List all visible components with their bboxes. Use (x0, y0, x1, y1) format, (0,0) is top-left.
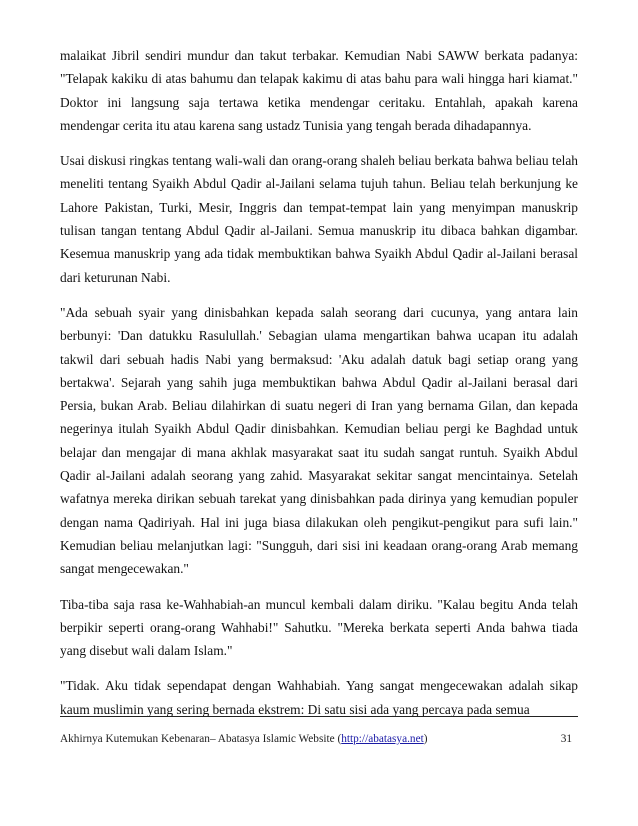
footer-suffix: ) (423, 733, 428, 745)
footer-divider (60, 716, 578, 717)
page-body (60, 44, 578, 733)
page-footer (60, 733, 578, 745)
page-number: 31 (560, 733, 572, 745)
footer-citation (60, 733, 428, 745)
body-paragraph-5: "Tidak. Aku tidak sependapat dengan Wahhabiah. Yang sangat mengecewakan adalah sikap kaum muslimin yang sering bernada ekstrem: Di satu sisi ada yang percaya pada semua (60, 678, 578, 717)
body-paragraph-2: Usai diskusi ringkas tentang wali-wali dan orang-orang shaleh beliau berkata bahwa beliau telah meneliti tentang Syaikh Abdul Qadir al-Jailani selama tujuh tahun. Beliau telah berkunjung ke Lahore Pakistan, Turki, Mesir, Inggris dan tempat-tempat lain yang menyimpan manuskrip tulisan tangan tentang Abdul Qadir al-Jailani. Semua manuskrip itu dibaca bahkan digambar. Kesemua manuskrip yang ada tidak membuktikan bahwa Syaikh Abdul Qadir al-Jailani berasal dari keturunan Nabi. (60, 153, 578, 285)
website-link[interactable]: http://abatasya.net (341, 733, 424, 745)
footer-prefix: Akhirnya Kutemukan Kebenaran– Abatasya Islamic Website ( (60, 733, 342, 745)
body-paragraph-1: malaikat Jibril sendiri mundur dan takut terbakar. Kemudian Nabi SAWW berkata padanya: "Telapak kakiku di atas bahumu dan telapak kakimu di atas bahu para wali hingga hari kiamat." Doktor ini langsung saja tertawa ketika mendengar ceritaku. Entahlah, apakah karena mendengar cerita itu atau karena sang ustadz Tunisia yang tengah berada dihadapannya. (60, 48, 578, 133)
body-paragraph-4: Tiba-tiba saja rasa ke-Wahhabiah-an muncul kembali dalam diriku. "Kalau begitu Anda telah berpikir seperti orang-orang Wahhabi!" Sahutku. "Mereka berkata seperti Anda bahwa tiada yang disebut wali dalam Islam." (60, 596, 578, 659)
body-paragraph-3: "Ada sebuah syair yang dinisbahkan kepada salah seorang dari cucunya, yang antara lain berbunyi: 'Dan datukku Rasulullah.' Sebagian ulama mengartikan bahwa ucapan itu adalah takwil dari sebuah hadis Nabi yang bermaksud: 'Aku adalah datuk bagi setiap orang yang bertakwa'. Sejarah yang sahih juga membuktikan bahwa Abdul Qadir al-Jailani berasal dari Persia, bukan Arab. Beliau dilahirkan di suatu negeri di Iran yang bernama Gilan, dan kepada negerinya itulah Syaikh Abdul Qadir dinisbahkan. Kemudian beliau pergi ke Baghdad untuk belajar dan mengajar di mana akhlak masyarakat saat itu sudah sangat runtuh. Syaikh Abdul Qadir al-Jailani adalah seorang yang zahid. Masyarakat sekitar sangat mencintainya. Setelah wafatnya mereka dirikan sebuah tarekat yang dinisbahkan pada dirinya yang kemudian populer dengan nama Qadiriyah. Hal ini juga biasa dilakukan oleh pengikut-pengikut para sufi lain." Kemudian beliau melanjutkan lagi: "Sungguh, dari sisi ini keadaan orang-orang Arab memang sangat mengecewakan." (60, 304, 578, 577)
